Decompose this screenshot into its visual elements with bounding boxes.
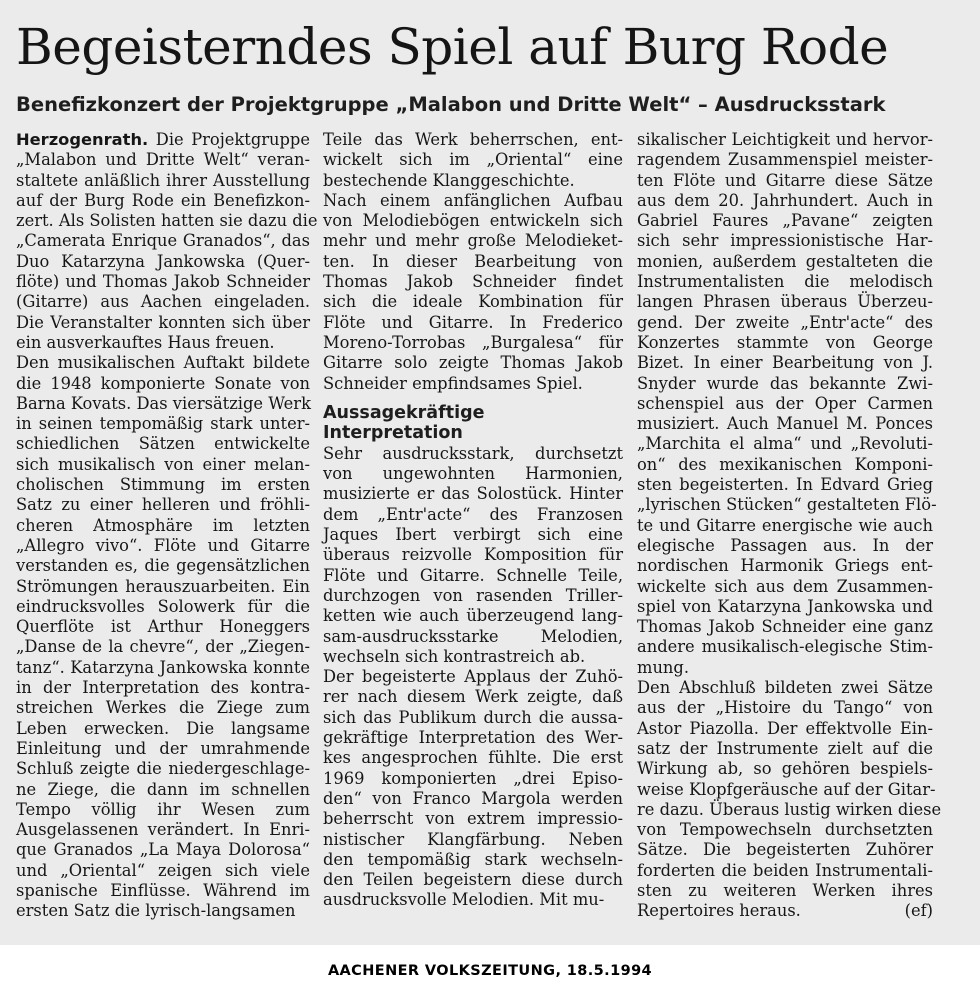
text-line: den“ von Franco Margola werden (323, 788, 623, 808)
text-line: streichen Werkes die Ziege zum (16, 698, 310, 718)
text-line: andere musikalisch-elegische Stim- (637, 637, 933, 657)
text-line: Barna Kovats. Das viersätzige Werk (16, 393, 311, 413)
source-caption: AACHENER VOLKSZEITUNG, 18.5.1994 (327, 963, 653, 979)
text-line: bestechende Klanggeschichte. (323, 170, 575, 190)
text-line: ten. In dieser Bearbeitung von (323, 251, 623, 271)
text-line: staltete anläßlich ihrer Ausstellung (16, 170, 310, 190)
column-1 (16, 130, 318, 922)
text-line: „Danse de la chevre“, der „Ziegen- (16, 637, 310, 657)
text-line: Satz zu einer helleren und fröhli- (16, 495, 310, 515)
text-line: que Granados „La Maya Dolorosa“ (16, 840, 310, 860)
text-line: beherrscht von extrem impressio- (323, 809, 623, 829)
text-line: Gabriel Faures „Pavane“ zeigten (637, 211, 933, 231)
text-line: spanische Einflüsse. Während im (16, 880, 310, 900)
text-line: Einleitung und der umrahmende (16, 738, 310, 758)
text-line: die 1948 komponierte Sonate von (16, 373, 310, 393)
text-line: überaus reizvolle Komposition für (323, 545, 623, 565)
text-line: Querflöte ist Arthur Honeggers (16, 617, 310, 637)
text-line: Ausgelassenen verändert. In Enri- (16, 820, 310, 840)
headline: Begeisterndes Spiel auf Burg Rode (16, 18, 889, 76)
text-line: elegische Passagen aus. In der (637, 535, 933, 555)
text-line: forderten die beiden Instrumentali- (637, 860, 933, 880)
text-line: von ungewohnten Harmonien, (323, 464, 623, 484)
text-line: weise Klopfgeräusche auf der Gitar- (637, 779, 936, 799)
text-line: sam-ausdrucksstarke Melodien, (323, 626, 623, 646)
column-2-body-bottom (323, 444, 623, 911)
text-line: Die Veranstalter konnten sich über (16, 312, 310, 332)
text-line: schenspiel aus der Oper Carmen (637, 393, 933, 413)
text-line: schiedlichen Sätzen entwickelte (16, 434, 310, 454)
text-line: Tempo völlig ihr Wesen zum (16, 799, 310, 819)
text-line: Den Abschluß bildeten zwei Sätze (637, 678, 933, 698)
text-line: cholischen Stimmung im ersten (16, 475, 310, 495)
text-line: Snyder wurde das bekannte Zwi- (637, 373, 933, 393)
text-line: sikalischer Leichtigkeit und hervor- (637, 130, 933, 149)
text-line: Nach einem anfänglichen Aufbau (323, 190, 623, 210)
text-line: aus der „Histoire du Tango“ von (637, 698, 933, 718)
text-line: Moreno-Torrobas „Burgalesa“ für (323, 332, 623, 352)
text-line: „lyrischen Stücken“ gestalteten Flö- (637, 495, 937, 515)
text-line: flöte) und Thomas Jakob Schneider (16, 272, 310, 292)
text-line: Strömungen herauszuarbeiten. Ein (16, 576, 310, 596)
text-line: cheren Atmosphäre im letzten (16, 515, 310, 535)
text-line: dem „Entr'acte“ des Franzosen (323, 504, 623, 524)
text-line: Schluß zeigte die niedergeschlage- (16, 759, 310, 779)
text-line: gend. Der zweite „Entr'acte“ des (637, 312, 933, 332)
text-line: Sätze. Die begeisterten Zuhörer (637, 840, 933, 860)
column-2-body-top (323, 130, 623, 394)
text-line: Thomas Jakob Schneider findet (323, 272, 623, 292)
text-line: Schneider empfindsames Spiel. (323, 373, 583, 393)
text-line: satz der Instrumente zielt auf die (637, 738, 933, 758)
text-line: te und Gitarre energische wie auch (637, 515, 933, 535)
text-line: Astor Piazolla. Der effektvolle Ein- (637, 718, 933, 738)
text-line: ten Flöte und Gitarre diese Sätze (637, 170, 933, 190)
text-line: ketten wie auch überzeugend lang- (323, 606, 623, 626)
text-line: mung. (637, 657, 690, 677)
text-line: den tempomäßig stark wechseln- (323, 849, 623, 869)
text-line: Thomas Jakob Schneider eine ganz (637, 617, 933, 637)
text-line: eindrucksvolles Solowerk für die (16, 596, 310, 616)
text-line: Konzertes stammte von George (637, 332, 933, 352)
text-line: den Teilen begeistern diese durch (323, 870, 623, 890)
column-2 (323, 130, 623, 911)
text-line: verstanden es, die gegensätzlichen (16, 556, 310, 576)
text-line: von Tempowechseln durchsetzten (637, 820, 933, 840)
text-line: aus dem 20. Jahrhundert. Auch in (637, 190, 933, 210)
text-line: sich die ideale Kombination für (323, 292, 623, 312)
text-line: langen Phrasen überaus Überzeu- (637, 292, 933, 312)
text-line: ne Ziege, die dann im schnellen (16, 779, 310, 799)
text-line: „Marchita el alma“ und „Revoluti- (637, 434, 933, 454)
text-line: Sehr ausdrucksstark, durchsetzt (323, 443, 623, 463)
text-line: Teile das Werk beherrschen, ent- (323, 130, 623, 149)
text-line: on“ des mexikanischen Komponi- (637, 454, 933, 474)
text-line: „Camerata Enrique Granados“, das (16, 231, 310, 251)
text-line: auf der Burg Rode ein Benefizkon- (16, 190, 310, 210)
text-line: ersten Satz die lyrisch-langsamen (16, 901, 296, 921)
text-line: Flöte und Gitarre. In Frederico (323, 312, 623, 332)
text-line: musiziert. Auch Manuel M. Ponces (637, 414, 933, 434)
text-line: sten begeisterten. In Edvard Grieg (637, 475, 933, 495)
text-line: Repertoires heraus. (ef) (637, 901, 933, 921)
text-line: „Malabon und Dritte Welt“ veran- (16, 150, 310, 170)
text-line: ragendem Zusammenspiel meister- (637, 150, 933, 170)
author-initials: (ef) (904, 901, 933, 921)
text-line: sich musikalisch von einer melan- (16, 454, 310, 474)
text-line: Instrumentalisten die melodisch (637, 272, 933, 292)
subheadline: Benefizkonzert der Projektgruppe „Malabon und Dritte Welt“ – Ausdrucksstark (16, 93, 886, 116)
text-line: Wirkung ab, so gehören bespiels- (637, 759, 933, 779)
text-line: gekräftige Interpretation des Wer- (323, 728, 623, 748)
text-line: ausdrucksvolle Melodien. Mit mu- (323, 890, 605, 910)
text-line: in seinen tempomäßig stark unter- (16, 414, 310, 434)
text-line: re dazu. Überaus lustig wirken diese (637, 799, 942, 819)
text-line: sten zu weiteren Werken ihres (637, 880, 933, 900)
text-line: spiel von Katarzyna Jankowska und (637, 596, 933, 616)
text-line: Gitarre solo zeigte Thomas Jakob (323, 353, 623, 373)
column-1-body (16, 150, 318, 921)
text-line: musizierte er das Solostück. Hinter (323, 484, 623, 504)
text-line: Aussagekräftige (323, 402, 485, 423)
text-line: sich das Publikum durch die aussa- (323, 707, 623, 727)
text-line: sich sehr impressionistische Har- (637, 231, 933, 251)
text-line: wickelt sich im „Oriental“ eine (323, 150, 623, 170)
text-line: Duo Katarzyna Jankowska (Quer- (16, 251, 310, 271)
text-line: mehr und mehr große Melodieket- (323, 231, 623, 251)
text-line: durchzogen von rasenden Triller- (323, 585, 623, 605)
text-line: Interpretation (323, 423, 463, 444)
text-line: Jaques Ibert verbirgt sich eine (323, 525, 623, 545)
text-line: wechseln sich kontrastreich ab. (323, 646, 586, 666)
text-line: nistischer Klangfärbung. Neben (323, 829, 623, 849)
column-3-body (637, 130, 942, 922)
text-line: zert. Als Solisten hatten sie dazu die (16, 211, 318, 231)
text-line: tanz“. Katarzyna Jankowska konnte (16, 657, 310, 677)
text-line: in der Interpretation des kontra- (16, 678, 310, 698)
text-line: wickelte sich aus dem Zusammen- (637, 576, 933, 596)
text-line-first (16, 130, 310, 150)
text-line: kes angesprochen fühlte. Die erst (323, 748, 623, 768)
text-line: nordischen Harmonik Griegs ent- (637, 556, 933, 576)
text-line: 1969 komponierten „drei Episo- (323, 768, 623, 788)
text-line: rer nach diesem Werk zeigte, daß (323, 687, 623, 707)
text-line-first-rest: Die Projektgruppe (155, 130, 310, 149)
column-3 (637, 130, 942, 922)
text-line: ein ausverkauftes Haus freuen. (16, 332, 275, 352)
text-line: Den musikalischen Auftakt bildete (16, 353, 310, 373)
text-line: Flöte und Gitarre. Schnelle Teile, (323, 565, 623, 585)
text-line: und „Oriental“ zeigen sich viele (16, 860, 310, 880)
text-line: von Melodiebögen entwickeln sich (323, 211, 623, 231)
section-heading (323, 403, 623, 444)
text-line: Der begeisterte Applaus der Zuhö- (323, 667, 623, 687)
text-line: monien, außerdem gestalteten die (637, 251, 933, 271)
text-line: (Gitarre) aus Aachen eingeladen. (16, 292, 310, 312)
dateline: Herzogenrath. (16, 130, 149, 149)
text-line: Leben erwecken. Die langsame (16, 718, 310, 738)
text-line: „Allegro vivo“. Flöte und Gitarre (16, 535, 310, 555)
text-line: Bizet. In einer Bearbeitung von J. (637, 353, 933, 373)
